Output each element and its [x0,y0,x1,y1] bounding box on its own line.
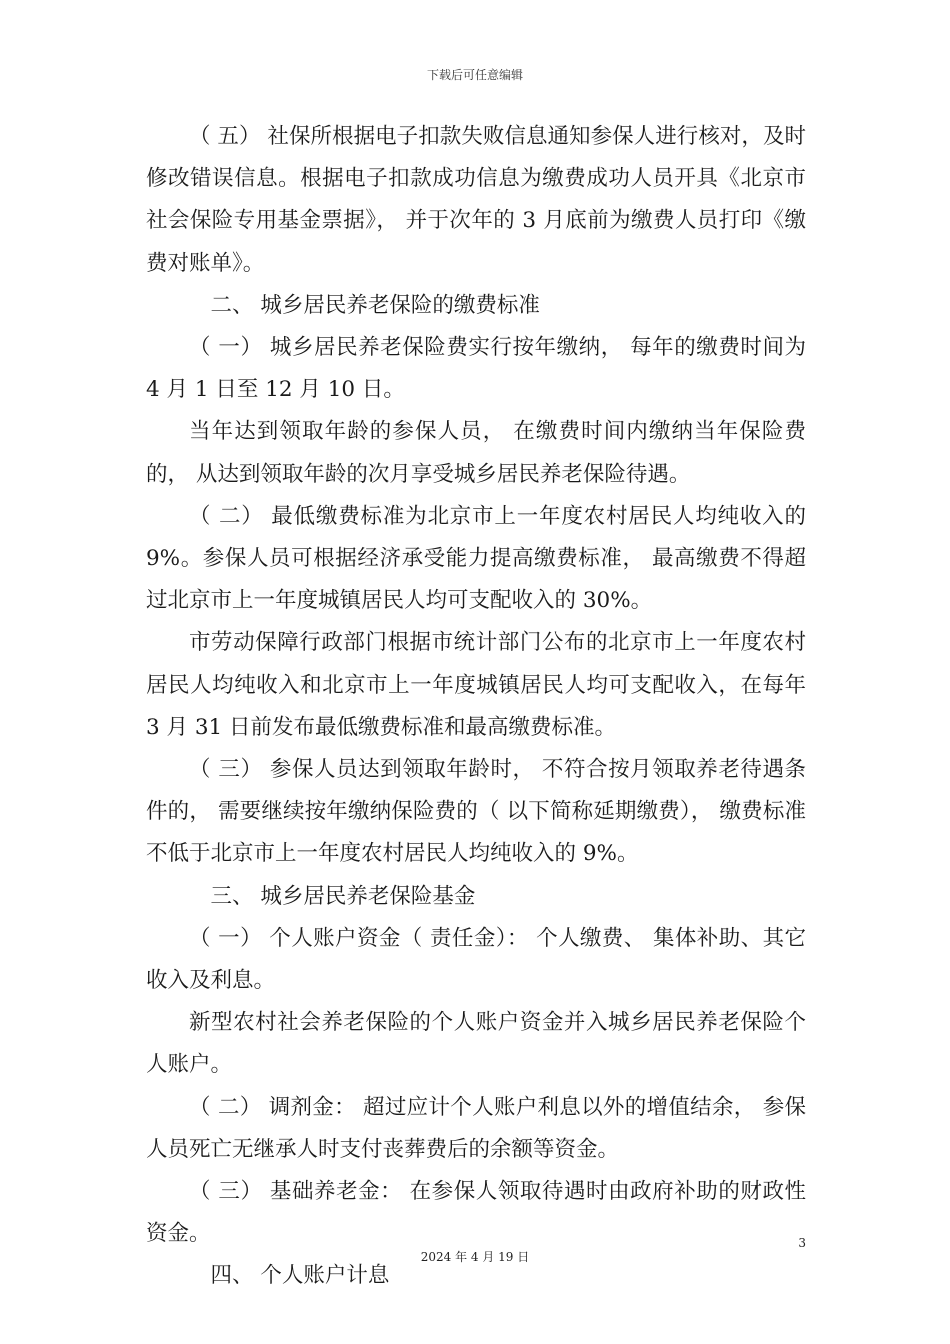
paragraph: （ 一） 个人账户资金（ 责任金）： 个人缴费、 集体补助、其它收入及利息。 [146,925,806,994]
document-body [146,116,806,1298]
paragraph: 市劳动保障行政部门根据市统计部门公布的北京市上一年度农村居民人均纯收入和北京市上一年度城镇居民人均可支配收入，在每年 3 月 31 日前发布最低缴费标准和最高缴费标准。 [146,630,806,740]
paragraph: （ 一） 城乡居民养老保险费实行按年缴纳， 每年的缴费时间为 4 月 1 日至 12 月 10 日。 [146,335,806,403]
section-heading: 二、 城乡居民养老保险的缴费标准 [210,292,540,318]
section-heading: 四、 个人账户计息 [210,1263,390,1289]
paragraph: 新型农村社会养老保险的个人账户资金并入城乡居民养老保险个人账户。 [146,1010,806,1078]
paragraph: （ 二） 最低缴费标准为北京市上一年度农村居民人均纯收入的 9%。参保人员可根据经济承受能力提高缴费标准， 最高缴费不得超过北京市上一年度城镇居民人均可支配收入的 30%。 [146,503,806,614]
paragraph: （ 三） 基础养老金： 在参保人领取待遇时由政府补助的财政性资金。 [146,1179,806,1247]
paragraph: 当年达到领取年龄的参保人员， 在缴费时间内缴纳当年保险费的， 从达到领取年龄的次月享受城乡居民养老保险待遇。 [146,419,806,487]
footer-date: 2024 年 4 月 19 日 [420,1250,530,1264]
section-heading: 三、 城乡居民养老保险基金 [210,883,476,909]
paragraph: （ 五） 社保所根据电子扣款失败信息通知参保人进行核对，及时修改错误信息。根据电子扣款成功信息为缴费成功人员开具《北京市社会保险专用基金票据》， 并于次年的 3 月底前为缴费人员打印《缴费对账单》。 [146,124,806,276]
page-header: 下载后可任意编辑 [426,68,523,82]
page-number: 3 [798,1236,806,1250]
paragraph: （ 二） 调剂金： 超过应计个人账户利息以外的增值结余， 参保人员死亡无继承人时支付丧葬费后的余额等资金。 [146,1094,806,1162]
paragraph: （ 三） 参保人员达到领取年龄时， 不符合按月领取养老待遇条件的， 需要继续按年缴纳保险费的（ 以下简称延期缴费）， 缴费标准不低于北京市上一年度农村居民人均纯收入的 9%。 [146,757,806,867]
